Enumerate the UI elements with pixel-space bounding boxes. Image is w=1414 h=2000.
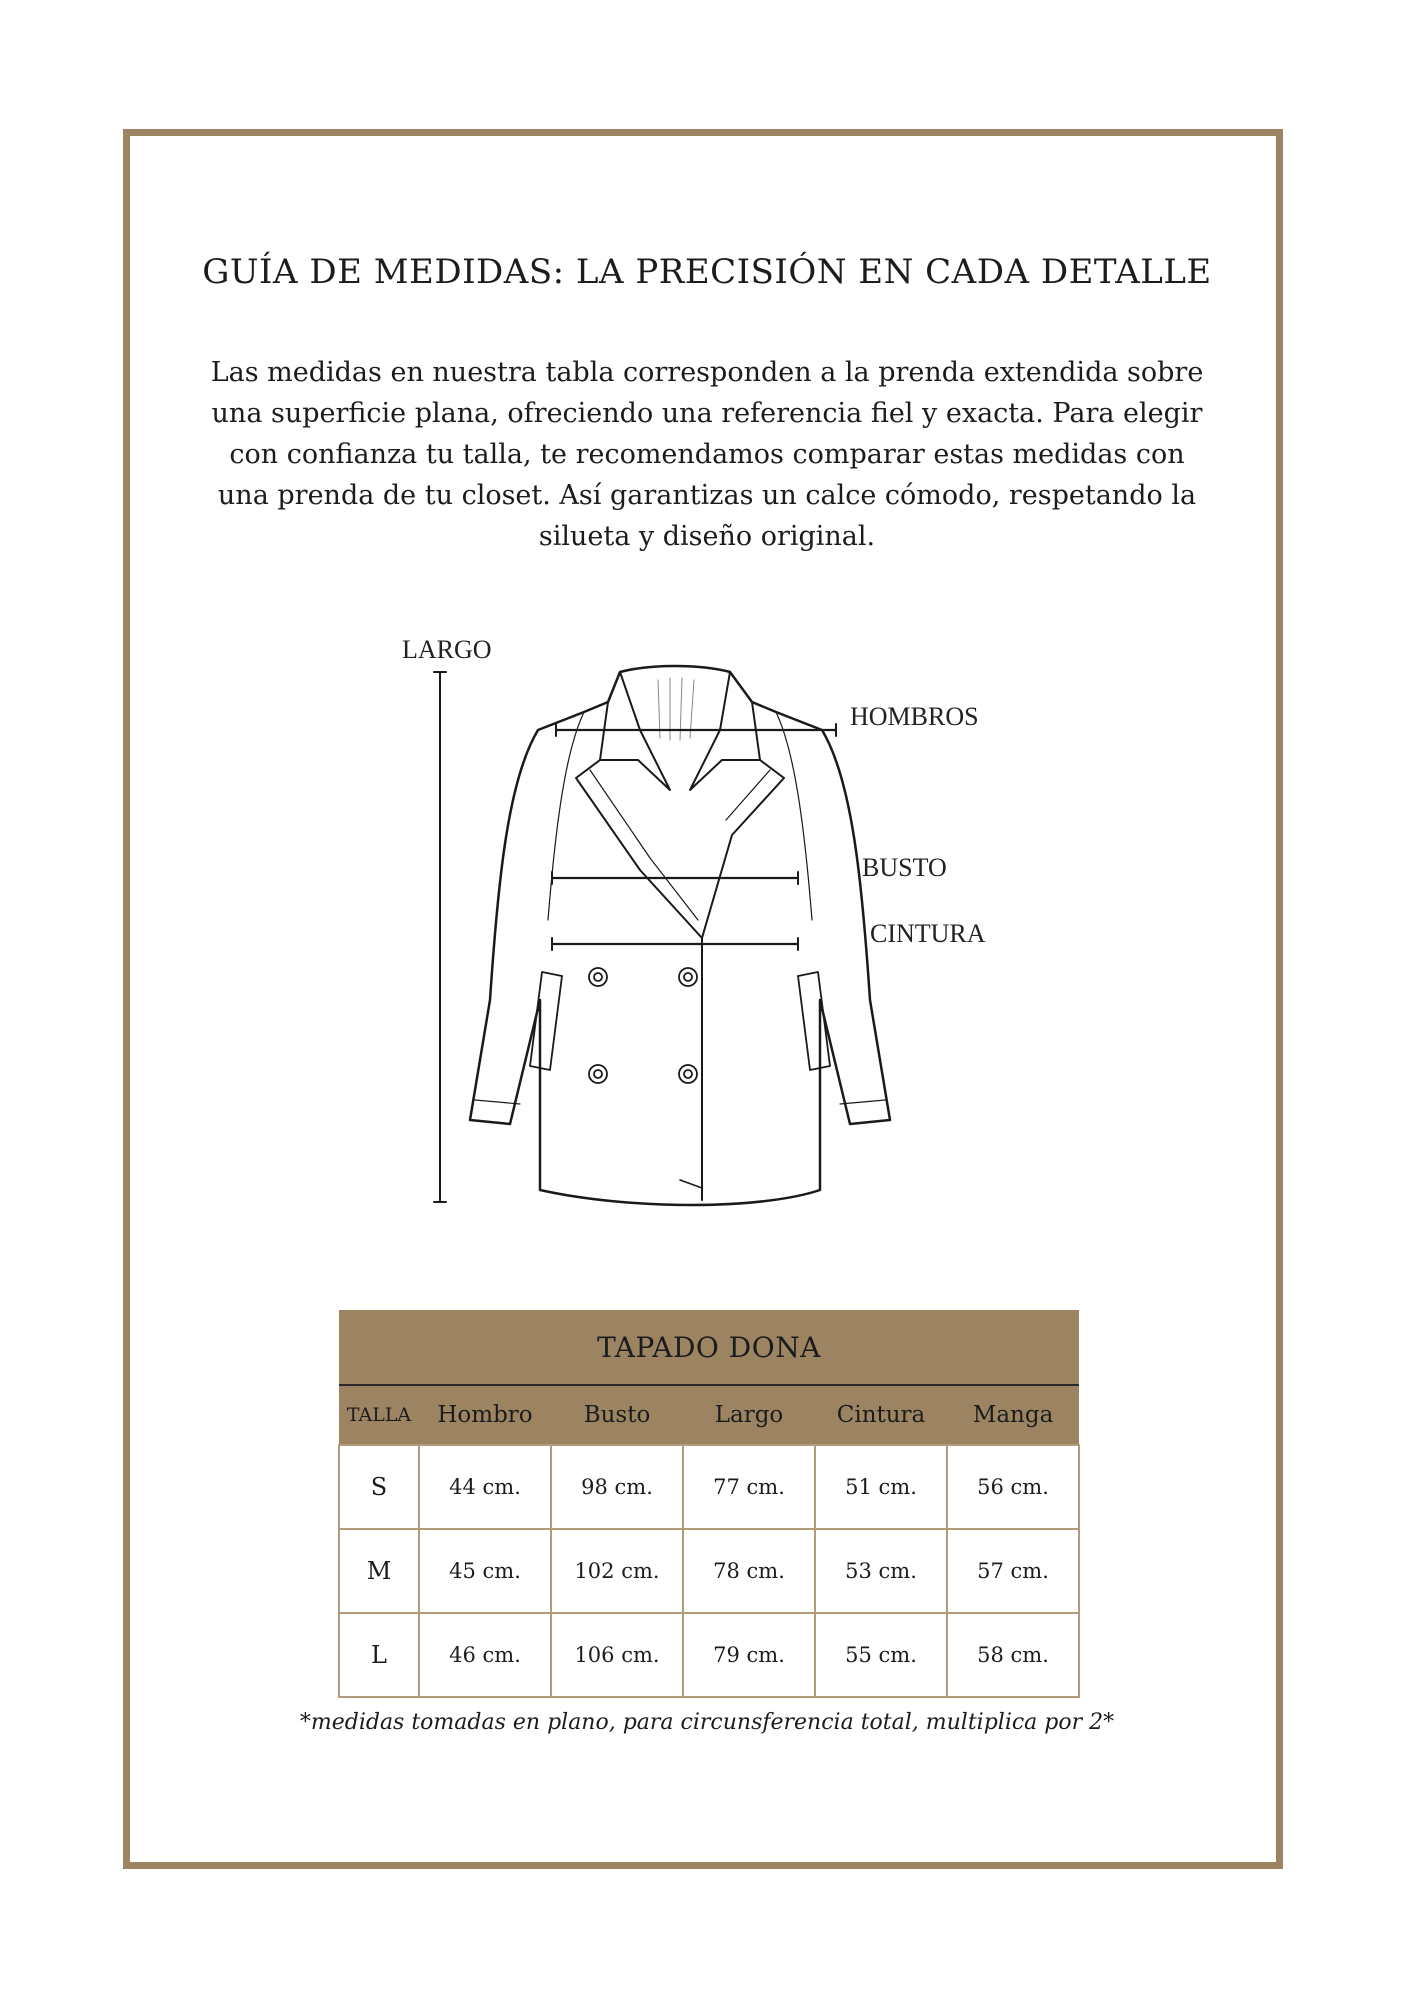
- table-row: [339, 1529, 1079, 1613]
- table-cell: 55 cm.: [815, 1613, 947, 1697]
- header-cintura: Cintura: [815, 1385, 947, 1445]
- table-cell: 46 cm.: [419, 1613, 551, 1697]
- table-cell: 44 cm.: [419, 1445, 551, 1529]
- table-cell: 58 cm.: [947, 1613, 1079, 1697]
- header-manga: Manga: [947, 1385, 1079, 1445]
- table-cell: 51 cm.: [815, 1445, 947, 1529]
- header-talla: TALLA: [339, 1385, 419, 1445]
- table-cell: 57 cm.: [947, 1529, 1079, 1613]
- table-cell: 98 cm.: [551, 1445, 683, 1529]
- table-row: [339, 1613, 1079, 1697]
- table-cell: 102 cm.: [551, 1529, 683, 1613]
- footnote: *medidas tomadas en plano, para circunsferencia total, multiplica por 2*: [299, 1710, 1115, 1735]
- label-busto: BUSTO: [862, 853, 947, 882]
- size-cell: S: [339, 1445, 419, 1529]
- table-header-row: [339, 1385, 1079, 1445]
- label-hombros: HOMBROS: [850, 702, 979, 731]
- size-cell: L: [339, 1613, 419, 1697]
- header-largo: Largo: [683, 1385, 815, 1445]
- page-title: GUÍA DE MEDIDAS: LA PRECISIÓN EN CADA DETALLE: [202, 252, 1212, 292]
- table-cell: 53 cm.: [815, 1529, 947, 1613]
- size-table-wrapper: [338, 1310, 1078, 1698]
- table-cell: 78 cm.: [683, 1529, 815, 1613]
- button-icons: [589, 968, 697, 1083]
- header-hombro: Hombro: [419, 1385, 551, 1445]
- table-title: TAPADO DONA: [339, 1310, 1079, 1385]
- label-cintura: CINTURA: [870, 919, 986, 948]
- label-largo: LARGO: [402, 635, 492, 664]
- coat-icon: [380, 620, 1020, 1240]
- size-table: [338, 1310, 1080, 1698]
- table-cell: 56 cm.: [947, 1445, 1079, 1529]
- size-cell: M: [339, 1529, 419, 1613]
- intro-paragraph: Las medidas en nuestra tabla corresponden a la prenda extendida sobre una superficie plana, ofreciendo una referencia fiel y exacta. Para elegir con confianza tu talla, te recomendamos comparar estas medidas con una prenda de tu closet. Así garantizas un calce cómodo, respetando la silueta y diseño original.: [210, 357, 1204, 552]
- table-cell: 106 cm.: [551, 1613, 683, 1697]
- coat-illustration: [380, 620, 1020, 1240]
- table-cell: 77 cm.: [683, 1445, 815, 1529]
- table-row: [339, 1445, 1079, 1529]
- table-cell: 45 cm.: [419, 1529, 551, 1613]
- table-cell: 79 cm.: [683, 1613, 815, 1697]
- header-busto: Busto: [551, 1385, 683, 1445]
